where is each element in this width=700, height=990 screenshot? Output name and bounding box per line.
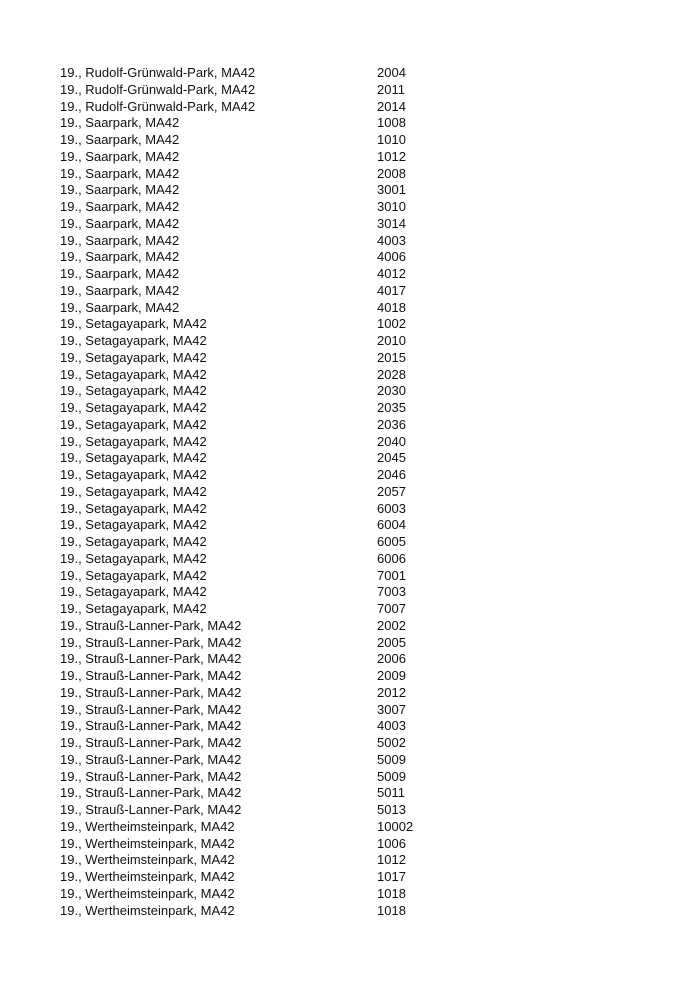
location-cell: 19., Rudolf-Grünwald-Park, MA42 [60, 98, 256, 114]
table-row [60, 785, 480, 802]
location-cell: 19., Setagayapark, MA42 [60, 450, 207, 466]
number-cell: 2046 [377, 467, 406, 482]
table-row [60, 467, 480, 484]
location-cell: 19., Strauß-Lanner-Park, MA42 [60, 768, 242, 784]
table-row [60, 367, 480, 384]
table-row [60, 199, 480, 216]
table-row [60, 132, 480, 149]
number-cell: 5011 [377, 785, 405, 801]
location-cell: 19., Wertheimsteinpark, MA42 [60, 885, 235, 901]
location-cell: 19., Setagayapark, MA42 [60, 517, 207, 533]
location-cell: 19., Setagayapark, MA42 [60, 483, 207, 499]
table-row [60, 383, 480, 400]
table-row [60, 99, 480, 116]
location-cell: 19., Strauß-Lanner-Park, MA42 [60, 785, 242, 801]
number-cell: 1018 [377, 902, 406, 918]
number-cell: 2035 [377, 400, 406, 415]
number-cell: 10002 [377, 818, 414, 834]
table-row [60, 417, 480, 434]
table-row [60, 836, 480, 853]
location-cell: 19., Strauß-Lanner-Park, MA42 [60, 735, 242, 750]
table-row [60, 333, 480, 350]
number-cell: 2009 [377, 668, 406, 683]
location-cell: 19., Setagayapark, MA42 [60, 366, 207, 382]
location-cell: 19., Saarpark, MA42 [60, 115, 180, 131]
table-row [60, 216, 480, 233]
table-row [60, 82, 480, 99]
table-row [60, 283, 480, 300]
location-cell: 19., Setagayapark, MA42 [60, 333, 207, 348]
number-cell: 4017 [377, 282, 406, 298]
location-cell: 19., Saarpark, MA42 [60, 182, 180, 198]
number-cell: 1012 [377, 148, 406, 164]
location-cell: 19., Wertheimsteinpark, MA42 [60, 852, 235, 868]
number-cell: 1012 [377, 852, 406, 868]
number-cell: 7001 [377, 567, 406, 583]
number-cell: 2005 [377, 634, 406, 650]
table-row [60, 584, 480, 601]
number-cell: 6006 [377, 550, 406, 566]
table-row [60, 249, 480, 266]
table-row [60, 149, 480, 166]
table-row [60, 702, 480, 719]
location-cell: 19., Setagayapark, MA42 [60, 601, 207, 616]
number-cell: 2014 [377, 98, 406, 114]
location-cell: 19., Wertheimsteinpark, MA42 [60, 835, 235, 851]
table-row [60, 852, 480, 869]
location-cell: 19., Saarpark, MA42 [60, 165, 180, 181]
table-row [60, 350, 480, 367]
location-cell: 19., Strauß-Lanner-Park, MA42 [60, 802, 242, 817]
location-cell: 19., Strauß-Lanner-Park, MA42 [60, 651, 242, 667]
table-row [60, 668, 480, 685]
location-cell: 19., Wertheimsteinpark, MA42 [60, 869, 235, 884]
table-row [60, 400, 480, 417]
number-cell: 1002 [377, 316, 406, 332]
table-row [60, 735, 480, 752]
table-row [60, 819, 480, 836]
number-cell: 3007 [377, 701, 406, 717]
location-cell: 19., Setagayapark, MA42 [60, 349, 207, 365]
number-cell: 2012 [377, 684, 406, 700]
table-row [60, 903, 480, 920]
location-cell: 19., Strauß-Lanner-Park, MA42 [60, 617, 242, 633]
number-cell: 3001 [377, 182, 406, 198]
number-cell: 2004 [377, 65, 406, 80]
table-row [60, 802, 480, 819]
table-row [60, 517, 480, 534]
location-cell: 19., Saarpark, MA42 [60, 215, 180, 231]
number-cell: 1006 [377, 835, 406, 851]
number-cell: 1018 [377, 885, 406, 901]
number-cell: 4012 [377, 266, 406, 281]
location-cell: 19., Wertheimsteinpark, MA42 [60, 818, 235, 834]
number-cell: 2028 [377, 366, 406, 382]
table-row [60, 651, 480, 668]
table-row [60, 601, 480, 618]
table-row [60, 886, 480, 903]
table-row [60, 300, 480, 317]
location-cell: 19., Saarpark, MA42 [60, 132, 180, 147]
location-cell: 19., Strauß-Lanner-Park, MA42 [60, 684, 242, 700]
number-cell: 3010 [377, 199, 406, 214]
number-cell: 3014 [377, 215, 406, 231]
location-cell: 19., Saarpark, MA42 [60, 232, 180, 248]
location-cell: 19., Saarpark, MA42 [60, 199, 180, 214]
location-cell: 19., Setagayapark, MA42 [60, 383, 207, 399]
location-cell: 19., Setagayapark, MA42 [60, 550, 207, 566]
table-row [60, 182, 480, 199]
number-cell: 1008 [377, 115, 406, 131]
number-cell: 2011 [377, 81, 405, 97]
table-row [60, 618, 480, 635]
location-cell: 19., Setagayapark, MA42 [60, 400, 207, 415]
table-row [60, 115, 480, 132]
location-cell: 19., Setagayapark, MA42 [60, 467, 207, 482]
location-cell: 19., Saarpark, MA42 [60, 249, 180, 265]
table-row [60, 769, 480, 786]
number-cell: 4018 [377, 299, 406, 315]
location-cell: 19., Strauß-Lanner-Park, MA42 [60, 751, 242, 767]
number-cell: 2030 [377, 383, 406, 399]
number-cell: 2002 [377, 617, 406, 633]
number-cell: 2057 [377, 483, 406, 499]
table-row [60, 568, 480, 585]
location-cell: 19., Setagayapark, MA42 [60, 534, 207, 549]
number-cell: 2008 [377, 165, 406, 181]
number-cell: 2010 [377, 333, 406, 348]
location-cell: 19., Setagayapark, MA42 [60, 316, 207, 332]
number-cell: 7007 [377, 601, 406, 616]
location-cell: 19., Setagayapark, MA42 [60, 433, 207, 449]
number-cell: 5009 [377, 751, 406, 767]
location-cell: 19., Setagayapark, MA42 [60, 584, 207, 600]
number-cell: 4006 [377, 249, 406, 265]
table-row [60, 484, 480, 501]
table-row [60, 685, 480, 702]
number-cell: 2015 [377, 349, 406, 365]
number-cell: 1017 [377, 869, 406, 884]
number-cell: 5013 [377, 802, 406, 817]
table-row [60, 434, 480, 451]
number-cell: 6004 [377, 517, 406, 533]
location-cell: 19., Saarpark, MA42 [60, 299, 180, 315]
location-cell: 19., Rudolf-Grünwald-Park, MA42 [60, 65, 256, 80]
table-row [60, 501, 480, 518]
location-cell: 19., Strauß-Lanner-Park, MA42 [60, 718, 242, 734]
location-cell: 19., Strauß-Lanner-Park, MA42 [60, 668, 242, 683]
number-cell: 7003 [377, 584, 406, 600]
number-cell: 6005 [377, 534, 406, 549]
number-cell: 2040 [377, 433, 406, 449]
location-cell: 19., Saarpark, MA42 [60, 266, 180, 281]
table-row [60, 752, 480, 769]
table-row [60, 450, 480, 467]
number-cell: 4003 [377, 232, 406, 248]
location-cell: 19., Wertheimsteinpark, MA42 [60, 902, 235, 918]
number-cell: 6003 [377, 500, 406, 516]
number-cell: 4003 [377, 718, 406, 734]
location-cell: 19., Saarpark, MA42 [60, 282, 180, 298]
table-row [60, 316, 480, 333]
location-cell: 19., Setagayapark, MA42 [60, 500, 207, 516]
table-row [60, 65, 480, 82]
number-cell: 1010 [377, 132, 406, 147]
table-row [60, 551, 480, 568]
table-row [60, 233, 480, 250]
table-row [60, 718, 480, 735]
location-cell: 19., Saarpark, MA42 [60, 148, 180, 164]
table-row [60, 635, 480, 652]
number-cell: 5009 [377, 768, 406, 784]
number-cell: 2006 [377, 651, 406, 667]
location-cell: 19., Rudolf-Grünwald-Park, MA42 [60, 81, 256, 97]
table-row [60, 266, 480, 283]
table-row [60, 534, 480, 551]
number-cell: 5002 [377, 735, 406, 750]
location-number-table [60, 65, 480, 919]
location-cell: 19., Setagayapark, MA42 [60, 416, 207, 432]
table-row [60, 869, 480, 886]
number-cell: 2045 [377, 450, 406, 466]
location-cell: 19., Strauß-Lanner-Park, MA42 [60, 701, 242, 717]
location-cell: 19., Setagayapark, MA42 [60, 567, 207, 583]
number-cell: 2036 [377, 416, 406, 432]
table-row [60, 166, 480, 183]
location-cell: 19., Strauß-Lanner-Park, MA42 [60, 634, 242, 650]
